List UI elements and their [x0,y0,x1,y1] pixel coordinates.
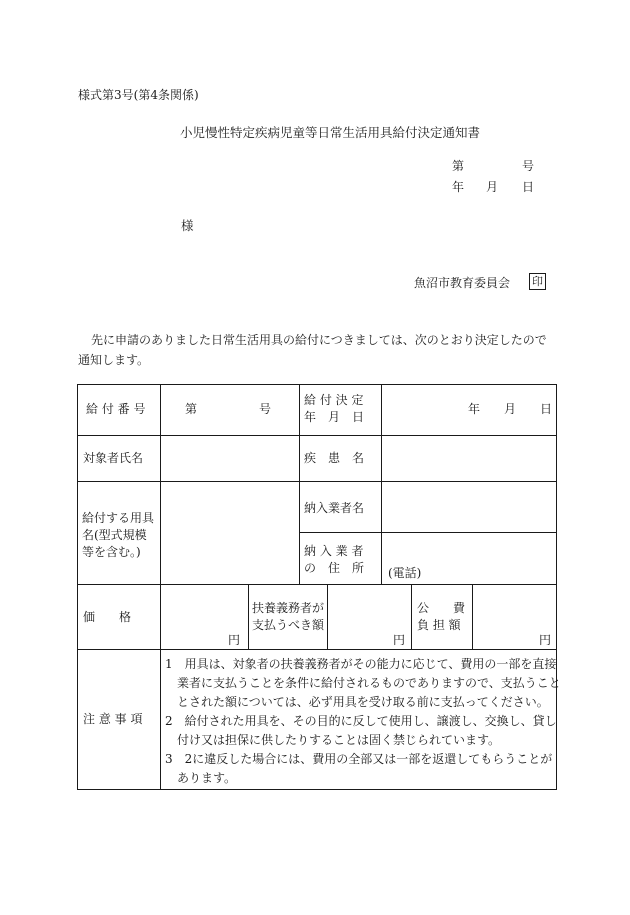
table-row-divider [299,532,557,533]
document-title: 小児慢性特定疾病児童等日常生活用具給付決定通知書 [180,125,481,140]
public-expense-label-1: 公 費 [417,601,466,615]
date-day-label: 日 [522,180,535,194]
disease-name-label: 疾 患 名 [304,451,365,465]
decision-date-label: 給 付 決 定 [304,393,364,407]
table-border-bottom [77,789,557,790]
doc-number-suffix: 号 [522,159,535,173]
table-border-left [77,384,78,790]
decision-table [77,384,561,790]
issuer-name: 魚沼市教育委員会 [414,276,511,290]
table-row-divider [77,435,557,436]
table-row-divider [77,584,557,585]
intro-paragraph: 先に申請のありました日常生活用具の給付につきましては、次のとおり決定したので通知します。 [78,333,547,367]
equipment-name-label-1: 給付する用具 [82,511,155,525]
vendor-phone-label: (電話) [388,566,422,580]
note-item-3: 3 2に違反した場合には、費用の全部又は一部を返還してもらうことがあります。 [165,752,553,785]
vendor-address-label-1: 納 入 業 者 [304,544,364,558]
table-col-divider [299,384,300,584]
table-col-divider [160,384,161,790]
form-number: 様式第3号(第4条関係) [78,88,199,102]
table-col-divider [411,584,412,649]
grant-number-label: 給 付 番 号 [86,402,146,416]
notes-label: 注 意 事 項 [83,712,143,726]
yen-unit: 円 [539,633,552,647]
table-col-divider [327,584,328,649]
yen-unit: 円 [228,633,241,647]
seal-mark: 印 [529,273,546,290]
guardian-pay-label-1: 扶養義務者が [252,601,325,615]
public-expense-label-2: 負 担 額 [417,618,461,632]
equipment-name-label-2: 名(型式規模 [82,528,147,542]
guardian-pay-label-2: 支払うべき額 [252,618,325,632]
addressee-suffix: 様 [181,218,194,233]
equipment-name-label-3: 等を含む。) [82,545,141,559]
date-year-label: 年 [452,180,465,194]
table-row-divider [77,649,557,650]
date-month-label: 月 [486,180,499,194]
decision-year-label: 年 [468,402,481,416]
note-item-2: 2 給付された用具を、その目的に反して使用し、譲渡し、交換し、貸し付け又は担保に供したりすることは固く禁じられています。 [165,714,557,747]
decision-month-label: 月 [504,402,517,416]
vendor-name-label: 納入業者名 [304,501,365,515]
table-col-divider [472,584,473,649]
doc-number-label: 第 [452,159,465,173]
decision-date-label-ymd: 年 月 日 [304,410,365,424]
table-border-top [77,384,557,385]
note-item-1: 1 用具は、対象者の扶養義務者がその能力に応じて、費用の一部を直接業者に支払うことを条件に給付されるものでありますので、支払うこととされた額については、必ず用具を受け取る前に支払ってください。 [165,657,561,709]
vendor-address-label-2: の 住 所 [304,561,365,575]
table-col-divider [381,384,382,584]
table-col-divider [248,584,249,649]
table-row-divider [77,481,557,482]
grant-number-prefix: 第 [185,402,198,416]
recipient-name-label: 対象者氏名 [83,451,144,465]
price-label: 価 格 [83,610,132,624]
decision-day-label: 日 [540,402,553,416]
grant-number-suffix: 号 [259,402,272,416]
yen-unit: 円 [393,633,406,647]
